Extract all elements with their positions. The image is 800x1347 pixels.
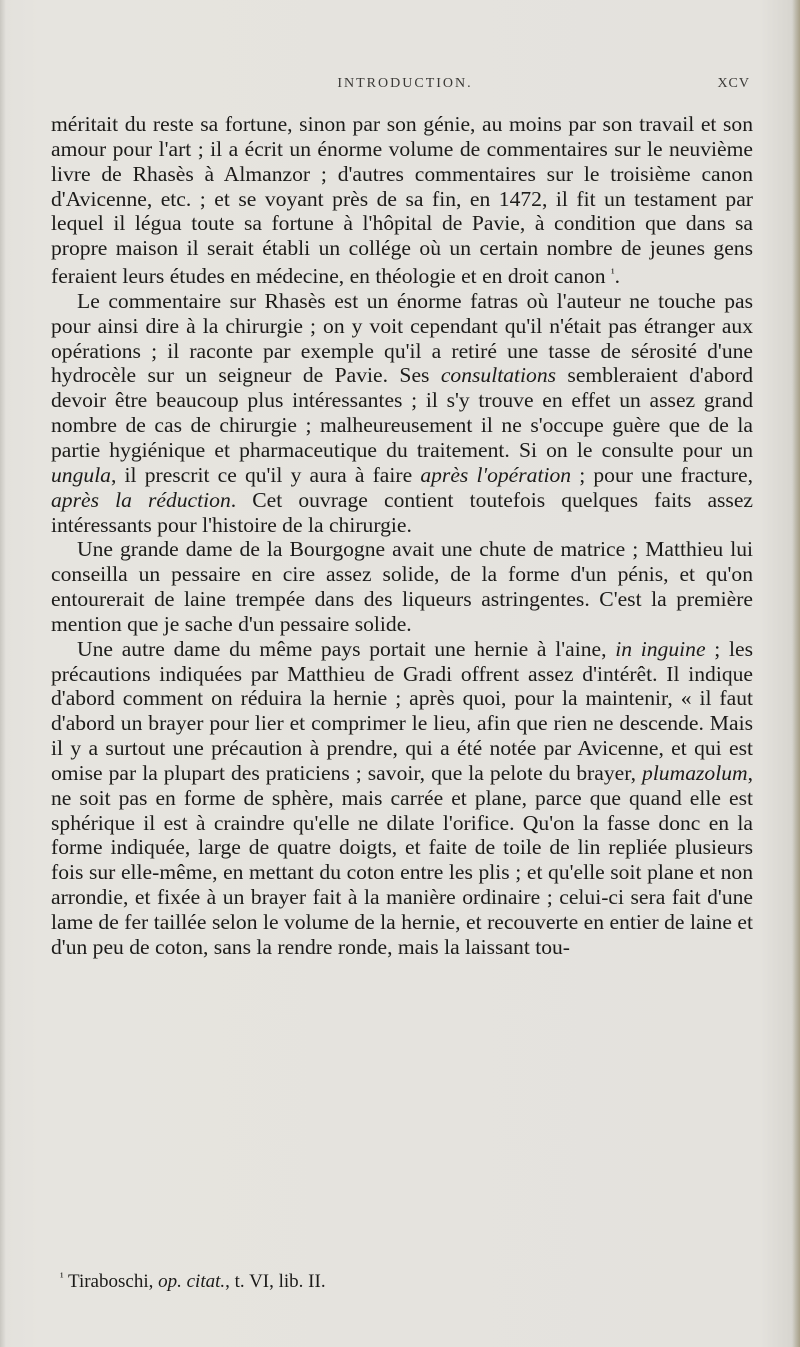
text-run: .: [614, 264, 621, 289]
text-run: méritait du reste sa fortune, sinon par son génie, au moins par son travail et son amour pour l'art ; il a écrit un énorme volume de commentaires sur le neuvième livre de Rhasès à Almanzor ; d'autres commentaires sur le troisième canon d'Avicenne, etc. ; et se voyant près de sa fin, en 1472, il fit un testament par lequel il légua toute sa fortune à l'hôpital de Pavie, à condition que dans sa propre maison il serait établi un collége où un certain nombre de jeunes gens feraient leurs études en médecine, en théologie et en droit canon: [51, 112, 753, 289]
page-number: XCV: [717, 76, 750, 91]
text-run: sembleraient d'abord devoir être beaucoup plus intéressantes ; il s'y trouve en effet un assez grand nombre de cas de chirurgie ; malheureusement il ne s'occupe guère que de la partie hygiénique et pharmaceutique du traitement. Si on le consulte pour un: [51, 363, 753, 462]
footnote: [60, 1265, 750, 1294]
italic-term: après la réduction: [51, 487, 231, 512]
page-edge: [792, 0, 800, 1347]
footnote-text-before: Tiraboschi,: [63, 1271, 159, 1292]
italic-term: consultations: [440, 363, 557, 388]
paragraph: [51, 637, 753, 960]
paragraph: [51, 537, 753, 636]
footnote-italic: op. citat.: [158, 1271, 226, 1292]
footnote-reference: ¹: [611, 266, 615, 281]
italic-term: après l'opération: [420, 462, 572, 487]
running-head-title: INTRODUCTION.: [337, 76, 473, 91]
italic-term: in inguine: [615, 636, 706, 661]
text-run: ; pour une fracture,: [571, 462, 753, 487]
footnote-mark: ¹: [60, 1270, 64, 1284]
text-run: . Cet ouvrage contient toutefois quelques faits assez intéressants pour l'histoire de la chirurgie.: [51, 487, 754, 537]
paragraph: [51, 289, 753, 537]
italic-term: plumazolum: [642, 760, 748, 785]
paragraph: [51, 112, 753, 289]
italic-term: ungula: [51, 462, 111, 487]
text-run: , ne soit pas en forme de sphère, mais carrée et plane, parce que quand elle est sphérique il est à craindre qu'elle ne dilate l'orifice. Qu'on la fasse donc en la forme indiquée, large de quatre doigts, et faite de toile de lin repliée plusieurs fois sur elle-même, en mettant du coton entre les plis ; et qu'elle soit plane et non arrondie, et fixée à un brayer fait à la manière ordinaire ; celui-ci sera fait d'une lame de fer taillée selon le volume de la hernie, et recouverte en entier de laine et d'un peu de coton, sans la rendre ronde, mais la laissant tou-: [51, 760, 753, 959]
text-run: Une grande dame de la Bourgogne avait une chute de matrice ; Matthieu lui conseilla un pessaire en cire assez solide, de la forme d'un pénis, et qu'on entourerait de laine trempée dans des liqueurs astringentes. C'est la première mention que je sache d'un pessaire solide.: [51, 537, 753, 636]
running-head: [60, 76, 750, 98]
text-run: Une autre dame du même pays portait une hernie à l'aine,: [77, 636, 616, 661]
text-run: Le commentaire sur Rhasès est un énorme fatras où l'auteur ne touche pas pour ainsi dire à la chirurgie ; on y voit cependant qu'il n'était pas étranger aux opérations ; il raconte par exemple qu'il a retiré une tasse de sérosité d'une hydrocèle sur un seigneur de Pavie. Ses: [51, 288, 753, 388]
text-run: ; les précautions indiquées par Matthieu de Gradi offrent assez d'intérêt. Il indique d'abord comment on réduira la hernie ; après quoi, pour la maintenir, « il faut d'abord un brayer pour lier et comprimer le lieu, afin que rien ne descende. Mais il y a surtout une précaution à prendre, qui a été notée par Avicenne, et qui est omise par la plupart des praticiens ; savoir, que la pelote du brayer,: [51, 636, 753, 785]
text-run: , il prescrit ce qu'il y aura à faire: [110, 462, 421, 487]
footnote-text-after: , t. VI, lib. II.: [225, 1271, 326, 1292]
body-text: [51, 112, 753, 960]
